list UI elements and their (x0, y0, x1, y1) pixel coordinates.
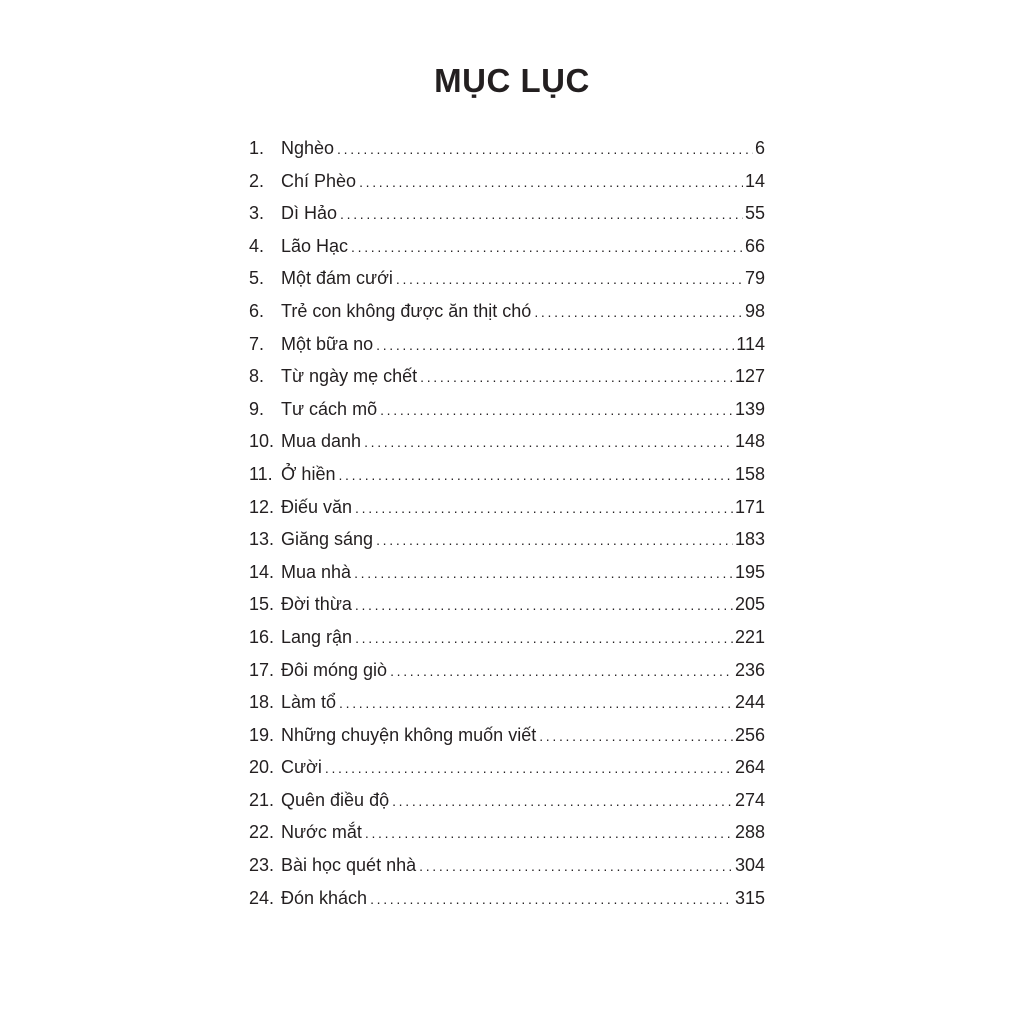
entry-number: 16. (249, 626, 275, 647)
entry-title: Lão Hạc (281, 235, 349, 256)
toc-entry (249, 849, 765, 882)
entry-title: Mua nhà (281, 561, 352, 582)
dot-leader (390, 655, 733, 688)
entry-page-number: 114 (736, 333, 765, 354)
toc-entry (249, 132, 765, 165)
entry-number: 17. (249, 659, 275, 680)
dot-leader (354, 557, 733, 590)
toc-entry (249, 425, 765, 458)
entry-title: Làm tổ (281, 692, 337, 713)
entry-number: 13. (249, 529, 275, 550)
entry-number: 23. (249, 855, 275, 876)
entry-page-number: 288 (734, 822, 765, 843)
entry-number: 3. (249, 203, 265, 224)
toc-entry (249, 523, 765, 556)
entry-number: 14. (249, 561, 275, 582)
entry-number: 10. (249, 431, 275, 452)
dot-leader (365, 817, 733, 850)
entry-number: 12. (249, 496, 275, 517)
dot-leader (355, 622, 733, 655)
dot-leader (376, 329, 734, 362)
dot-leader (355, 492, 733, 525)
entry-title: Từ ngày mẹ chết (281, 366, 418, 387)
entry-page-number: 14 (744, 170, 765, 191)
toc-entry (249, 393, 765, 426)
dot-leader (376, 524, 733, 557)
dot-leader (392, 785, 733, 818)
entry-number: 8. (249, 366, 265, 387)
entry-page-number: 79 (744, 268, 765, 289)
entry-title: Tư cách mõ (281, 398, 378, 419)
dot-leader (339, 687, 733, 720)
entry-number: 11. (249, 463, 273, 484)
dot-leader (396, 263, 743, 296)
dot-leader (340, 198, 743, 231)
entry-page-number: 195 (734, 561, 765, 582)
toc-entry (249, 719, 765, 752)
entry-title: Đôi móng giò (281, 659, 388, 680)
toc-entry (249, 882, 765, 915)
entry-page-number: 315 (734, 887, 765, 908)
entry-title: Nghèo (281, 138, 335, 158)
toc-entry (249, 491, 765, 524)
toc-entry (249, 360, 765, 393)
entry-page-number: 205 (734, 594, 765, 615)
entry-page-number: 304 (734, 855, 765, 876)
dot-leader (364, 426, 733, 459)
entry-page-number: 244 (734, 692, 765, 713)
entry-number: 6. (249, 300, 265, 321)
entry-page-number: 158 (734, 463, 765, 484)
entry-title: Giăng sáng (281, 529, 374, 550)
dot-leader (338, 459, 732, 492)
toc-entry (249, 197, 765, 230)
entry-page-number: 148 (734, 431, 765, 452)
dot-leader (351, 231, 743, 264)
entry-page-number: 256 (734, 724, 765, 745)
toc-entry (249, 588, 765, 621)
entry-page-number: 264 (734, 757, 765, 778)
entry-number: 22. (249, 822, 275, 843)
toc-entry (249, 686, 765, 719)
entry-number: 18. (249, 692, 275, 713)
toc-entry (249, 328, 765, 361)
entry-page-number: 183 (734, 529, 765, 550)
entry-number: 1. (249, 138, 265, 158)
dot-leader (370, 883, 733, 916)
entry-title: Nước mắt (281, 822, 362, 843)
entry-title: Một bữa no (281, 333, 374, 354)
dot-leader (380, 394, 733, 427)
dot-leader (419, 850, 733, 883)
entry-page-number: 127 (734, 366, 765, 387)
entry-title: Mua danh (281, 431, 362, 452)
page-title: MỤC LỤC (434, 62, 590, 99)
entry-title: Cười (281, 757, 322, 778)
dot-leader (539, 720, 733, 753)
entry-title: Điếu văn (281, 496, 353, 517)
entry-title: Ở hiền (281, 463, 336, 484)
entry-number: 15. (249, 594, 275, 615)
entry-title: Đời thừa (281, 594, 352, 615)
toc-entry (249, 621, 765, 654)
entry-page-number: 236 (734, 659, 765, 680)
entry-title: Một đám cưới (281, 268, 393, 289)
dot-leader (359, 166, 743, 199)
entry-title: Trẻ con không được ăn thịt chó (281, 300, 532, 321)
toc-entry (249, 262, 765, 295)
entry-page-number: 6 (754, 138, 765, 158)
entry-number: 5. (249, 268, 265, 289)
entry-page-number: 171 (734, 496, 765, 517)
dot-leader (325, 752, 733, 785)
toc-entry (249, 295, 765, 328)
table-of-contents (249, 132, 765, 914)
entry-number: 20. (249, 757, 275, 778)
toc-entry (249, 165, 765, 198)
entry-title: Dì Hảo (281, 203, 338, 224)
entry-title: Đón khách (281, 887, 368, 908)
entry-number: 24. (249, 887, 275, 908)
entry-number: 21. (249, 789, 275, 810)
entry-page-number: 66 (744, 235, 765, 256)
toc-entry (249, 784, 765, 817)
entry-page-number: 274 (734, 789, 765, 810)
entry-title: Bài học quét nhà (281, 855, 417, 876)
entry-title: Những chuyện không muốn viết (281, 724, 537, 745)
entry-page-number: 55 (744, 203, 765, 224)
entry-number: 19. (249, 724, 275, 745)
entry-title: Chí Phèo (281, 170, 357, 191)
toc-entry (249, 556, 765, 589)
entry-page-number: 221 (734, 626, 765, 647)
entry-title: Lang rận (281, 626, 353, 647)
entry-page-number: 98 (744, 300, 765, 321)
entry-number: 7. (249, 333, 265, 354)
entry-page-number: 139 (734, 398, 765, 419)
toc-entry (249, 458, 765, 491)
toc-entry (249, 816, 765, 849)
dot-leader (355, 589, 733, 622)
entry-number: 2. (249, 170, 265, 191)
toc-entry (249, 230, 765, 263)
dot-leader (337, 133, 753, 166)
dot-leader (420, 361, 733, 394)
entry-number: 4. (249, 235, 265, 256)
toc-entry (249, 751, 765, 784)
toc-entry (249, 654, 765, 687)
entry-number: 9. (249, 398, 265, 419)
dot-leader (534, 296, 743, 329)
entry-title: Quên điều độ (281, 789, 390, 810)
